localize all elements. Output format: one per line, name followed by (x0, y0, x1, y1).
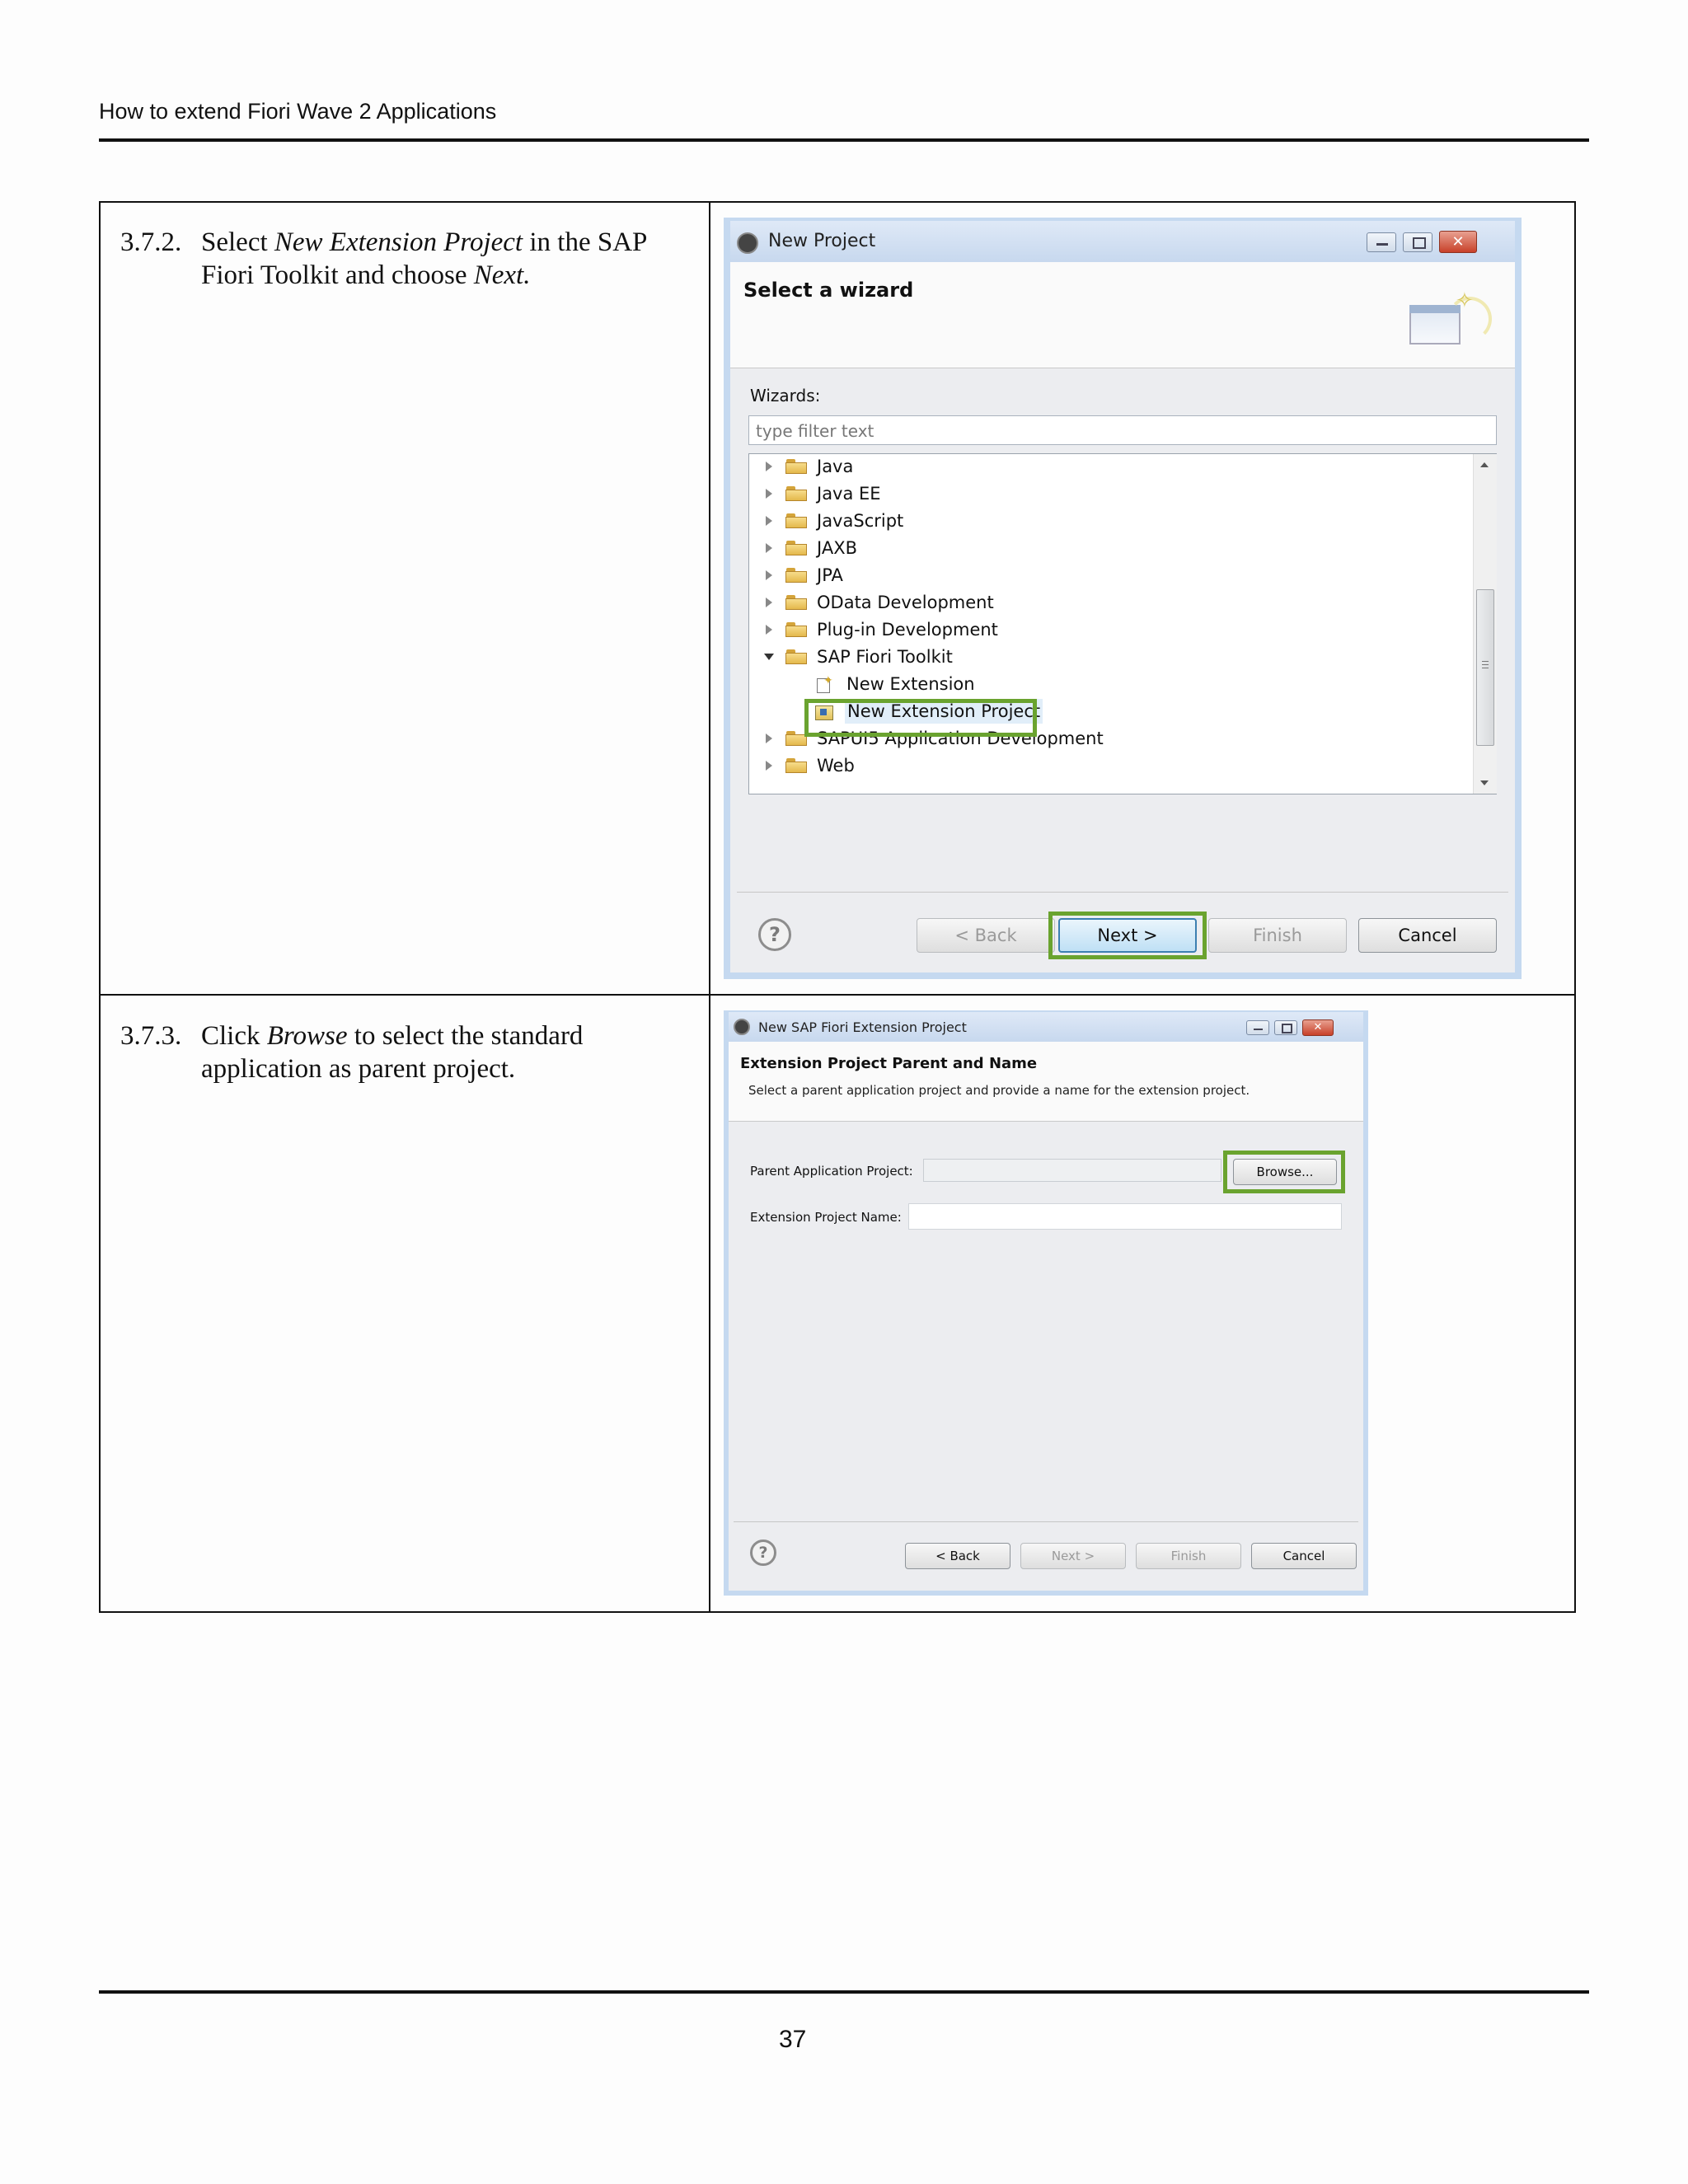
scroll-down-icon[interactable] (1480, 780, 1489, 785)
close-button[interactable] (1302, 1019, 1334, 1036)
wizard-banner (729, 1042, 1363, 1122)
eclipse-icon (737, 232, 758, 254)
step-text (201, 1019, 696, 1085)
document-header-title: How to extend Fiori Wave 2 Applications (99, 99, 497, 124)
folder-icon (785, 622, 807, 637)
browse-button[interactable]: Browse... (1233, 1159, 1337, 1185)
tree-item-label: Plug-in Development (817, 620, 998, 640)
table-border-left (99, 201, 101, 1613)
banner-heading: Extension Project Parent and Name (740, 1055, 1038, 1072)
banner-description: Select a parent application project and provide a name for the extension project. (748, 1083, 1250, 1098)
footer-separator (734, 1521, 1358, 1522)
next-button[interactable]: Next > (1058, 918, 1197, 953)
wizard-tree[interactable] (748, 453, 1497, 794)
finish-button[interactable]: Finish (1136, 1543, 1241, 1569)
step-text-part: Select (201, 227, 274, 257)
expand-arrow-icon[interactable] (766, 598, 772, 607)
dialog-titlebar[interactable] (730, 221, 1515, 262)
folder-icon (785, 459, 807, 474)
help-icon-glyph: ? (769, 923, 781, 946)
tree-item-label: OData Development (817, 593, 994, 612)
folder-icon (785, 595, 807, 610)
tree-scrollbar[interactable] (1473, 454, 1497, 794)
finish-button[interactable]: Finish (1208, 918, 1347, 953)
page-number: 37 (779, 2026, 807, 2053)
step-number: 3.7.2. (120, 227, 182, 257)
footer-rule (99, 1990, 1589, 1994)
table-column-divider (709, 201, 710, 1613)
table-border-right (1574, 201, 1576, 1613)
step-emphasis: New Extension Project (274, 227, 523, 257)
folder-open-icon (785, 649, 807, 664)
close-icon: ✕ (1451, 233, 1465, 251)
footer-separator (737, 892, 1508, 893)
extension-project-dialog (729, 1012, 1363, 1591)
minimize-button[interactable] (1246, 1020, 1269, 1035)
expand-arrow-icon[interactable] (766, 761, 772, 771)
expand-arrow-icon[interactable] (766, 625, 772, 635)
tree-item-label: New Extension Project (845, 699, 1043, 724)
highlight-new-extension-project (804, 699, 1037, 737)
step-text-part: Click (201, 1021, 267, 1051)
table-row-divider (99, 994, 1576, 996)
maximize-button[interactable] (1274, 1020, 1297, 1035)
back-button[interactable]: < Back (905, 1543, 1010, 1569)
highlight-next-button (1048, 912, 1207, 959)
expand-arrow-icon[interactable] (766, 543, 772, 553)
step-number: 3.7.3. (120, 1021, 182, 1051)
close-icon: ✕ (1313, 1021, 1323, 1033)
collapse-arrow-icon[interactable] (764, 654, 774, 660)
expand-arrow-icon[interactable] (766, 489, 772, 499)
table-border-bottom (99, 1611, 1576, 1613)
folder-icon (785, 486, 807, 501)
dialog-titlebar[interactable] (729, 1012, 1363, 1042)
tree-item-label: New Extension (846, 674, 975, 694)
help-icon[interactable] (758, 918, 791, 951)
tree-item-label: JAXB (817, 538, 857, 558)
new-project-dialog (730, 221, 1515, 972)
tree-item-label: Web (817, 756, 855, 776)
cancel-button[interactable]: Cancel (1358, 918, 1497, 953)
expand-arrow-icon[interactable] (766, 733, 772, 743)
step-3-7-2 (120, 226, 697, 300)
folder-icon (785, 513, 807, 528)
step-3-7-3 (120, 1019, 697, 1094)
tree-item-label: SAP Fiori Toolkit (817, 647, 953, 667)
scrollbar-thumb[interactable] (1476, 589, 1494, 746)
tree-item-label: JavaScript (817, 511, 904, 531)
close-button[interactable] (1439, 231, 1477, 253)
extension-project-name-input[interactable] (908, 1203, 1342, 1230)
extension-wizard-icon: ✦ (815, 675, 832, 693)
parent-application-label: Parent Application Project: (750, 1164, 913, 1179)
banner-heading: Select a wizard (743, 279, 914, 302)
tree-item-label: JPA (817, 565, 843, 585)
step-emphasis: Browse (266, 1021, 348, 1051)
folder-icon (785, 541, 807, 555)
tree-item-label: SAPUI5 Application Development (817, 729, 1104, 748)
dialog-title: New Project (768, 231, 876, 251)
expand-arrow-icon[interactable] (766, 516, 772, 526)
tree-item-label: Java EE (817, 484, 881, 504)
help-icon-glyph: ? (758, 1544, 768, 1562)
folder-icon (785, 758, 807, 773)
table-border-top (99, 201, 1576, 203)
expand-arrow-icon[interactable] (766, 462, 772, 471)
minimize-button[interactable] (1367, 232, 1396, 252)
header-rule (99, 138, 1589, 142)
parent-application-input[interactable] (923, 1159, 1221, 1182)
step-text-part: in the SAP Fiori Toolkit and choose (201, 227, 647, 290)
next-button[interactable]: Next > (1020, 1543, 1126, 1569)
dialog-title: New SAP Fiori Extension Project (758, 1019, 967, 1035)
cancel-button[interactable]: Cancel (1251, 1543, 1357, 1569)
help-icon[interactable] (750, 1540, 776, 1566)
wizard-banner (730, 262, 1515, 368)
filter-input[interactable] (748, 415, 1497, 445)
step-text-part: to select the standard application as parent project. (201, 1021, 584, 1084)
filter-placeholder: type filter text (756, 421, 874, 441)
step-emphasis: Next. (473, 260, 531, 290)
highlight-browse-button (1223, 1151, 1345, 1193)
wizard-graphic-icon: ✧ (1406, 288, 1470, 354)
maximize-button[interactable] (1403, 232, 1432, 252)
folder-icon (785, 568, 807, 583)
back-button[interactable]: < Back (917, 918, 1055, 953)
eclipse-icon (734, 1019, 750, 1035)
tree-item-label: Java (817, 457, 854, 476)
extension-project-name-label: Extension Project Name: (750, 1210, 902, 1225)
step-text (201, 226, 696, 292)
expand-arrow-icon[interactable] (766, 570, 772, 580)
wizards-label: Wizards: (750, 386, 821, 405)
scroll-up-icon[interactable] (1480, 462, 1489, 467)
